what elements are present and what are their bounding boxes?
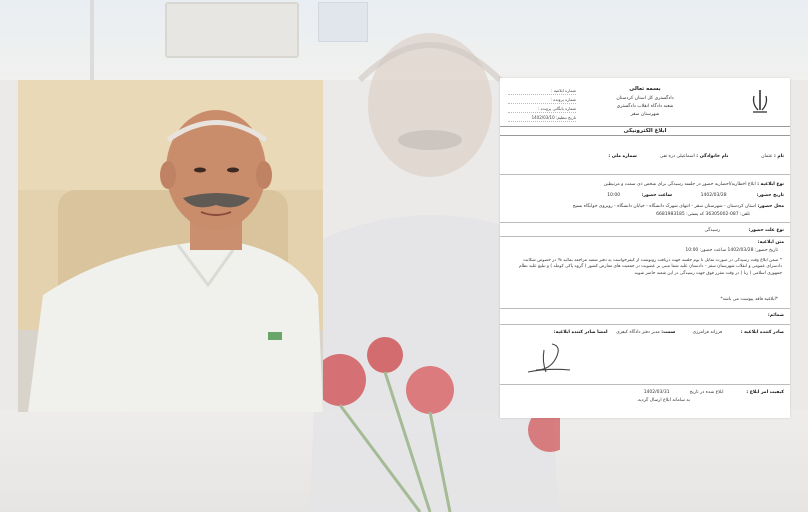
divider (500, 384, 790, 385)
background-pole (90, 0, 94, 80)
issuer-signature (522, 340, 574, 376)
meta-date: تاریخ تنظیم: 1402/03/10 (508, 113, 576, 122)
department-line-3: شهرستان سقز (630, 112, 660, 117)
meta-notice-number: شماره ابلاغیه : (508, 86, 576, 95)
document-meta (508, 86, 576, 122)
notice-text-paragraph: * ضمن ابلاغ وقت رسیدگی در صورت تمایل تا یوم جلسه جهت دریافت رونوشت از کیفرخواست به دفتر شعبه مراجعه نمائید % در خصوص شکایت دادسرای عمومی و انقلاب شهرستان سقز - دادستان علیه شما مبنی بر عضویت در جمعیت های معارض کشور ( گروه پاکی کومله ) و تبلیغ علیه نظام جمهوری اسلامی ( زنا ) در وقت مقرر فوق جهت رسیدگی در این شعبه حاضر شوید. (519, 258, 782, 276)
electronic-notice-document (500, 78, 790, 418)
text-line-1: تاریخ حضور: 1402/03/28 ساعت حضور: 10:00 (685, 248, 778, 253)
iran-emblem-icon (750, 88, 770, 116)
background-shop-sign (165, 2, 299, 58)
notice-type-row: نوع ابلاغیه : ابلاغ اخطاریه/احضاریه حضور در جلسه رسیدگی برای شخص ذی سمت و مرتبطین (603, 182, 784, 187)
delivery-status-row: کیفیت امر ابلاغ : ابلاغ شده در تاریخ 1402/03/31 (643, 390, 784, 395)
reason-row: نوع علت حضور: رسیدگی (704, 228, 784, 233)
meta-case-number: شماره پرونده : (508, 95, 576, 104)
portrait-photo (18, 80, 323, 412)
attachment-note: *ابلاغیه فاقد پیوست می باشد* (720, 297, 778, 302)
divider (500, 236, 790, 237)
department-line-2: شعبه دادگاه انقلاب دادگستری (616, 104, 674, 109)
document-header (500, 82, 790, 126)
divider (500, 174, 790, 175)
attend-date-row: تاریخ حضور: 1402/03/28 ساعت حضور: 10:00 (607, 193, 784, 198)
department-line-1: دادگستری کل استان کردستان (616, 96, 674, 101)
recipient-row: نام : عثمان نام خانوادگی : اسماعیلی دره تفی شماره ملی : (608, 154, 784, 159)
divider (500, 222, 790, 223)
attachments-row: ضمائم: (767, 313, 784, 318)
man-portrait-illustration (18, 80, 323, 412)
divider (500, 324, 790, 325)
delivery-via-row: به سامانه ابلاغ ارسال گردید. (636, 398, 690, 403)
place-row-2: تلفن: 087-36305002 کد پستی: 6681983185 (656, 212, 750, 217)
place-row: محل حضور: استان کردستان - شهرستان سقز - انتهای شهرک دانشگاه - خیابان دانشگاه - روبروی خوابگاه بسیج (572, 204, 784, 209)
divider (500, 308, 790, 309)
text-label-row: متن ابلاغیه: (757, 240, 784, 245)
document-title: ابلاغ الکترونیکی (500, 126, 790, 136)
basmala-heading: بسمه تعالی (629, 86, 661, 92)
meta-archive-number: شماره بایگانی پرونده : (508, 104, 576, 113)
issuer-row: صادر کننده ابلاغیه : فرزانه فرامرزی سمت: مدیر دفتر دادگاه کیفری امضا صادر کننده ابلاغیه: (553, 330, 784, 335)
